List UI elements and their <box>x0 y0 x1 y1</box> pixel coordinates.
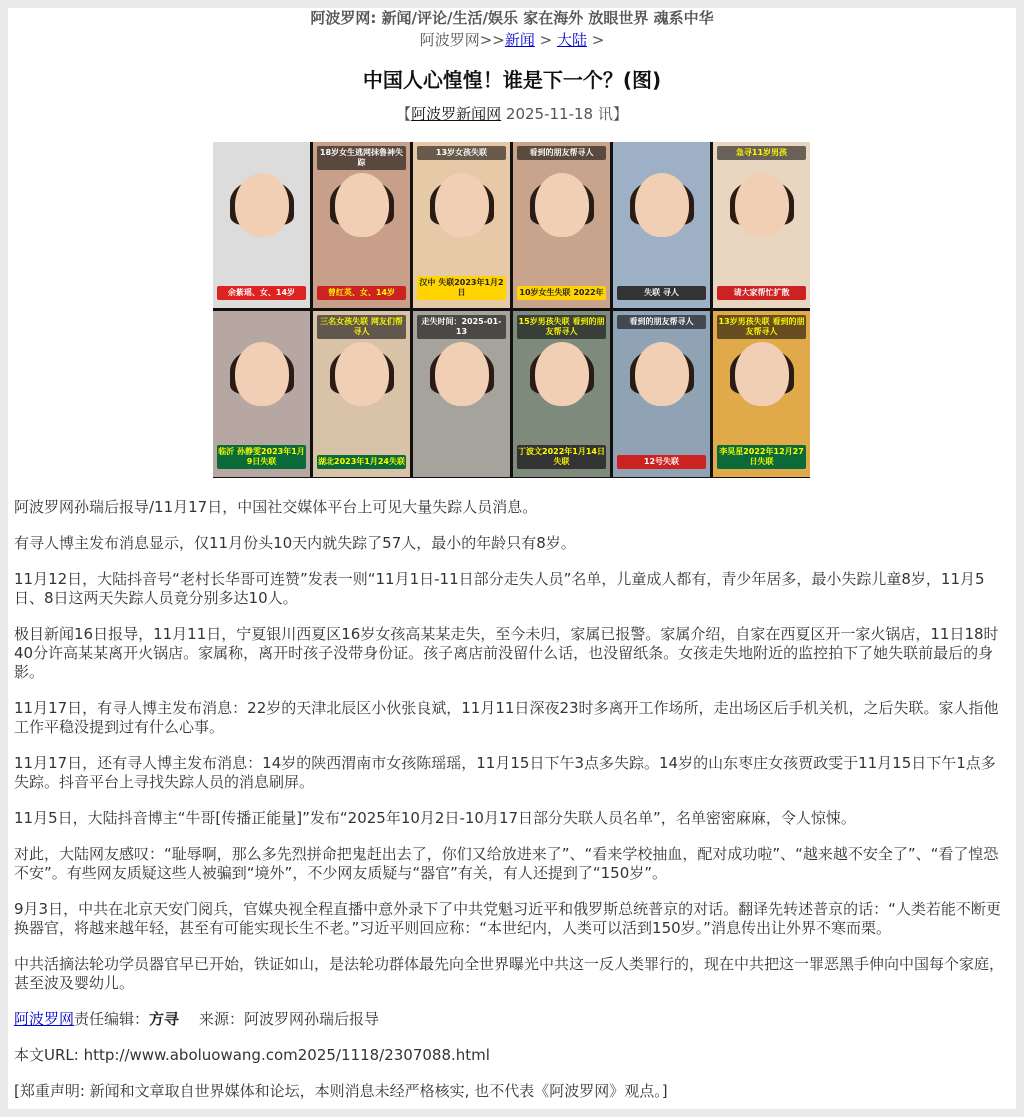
editor-label: 责任编辑： <box>74 1010 150 1028</box>
disclaimer: [郑重声明: 新闻和文章取自世界媒体和论坛，本则消息未经严格核实, 也不代表《阿波罗网》观点。] <box>14 1082 668 1100</box>
breadcrumb-sep: > <box>534 31 557 49</box>
photo-caption-top: 13岁女孩失联 <box>417 146 506 160</box>
missing-persons-photo-collage <box>213 142 810 478</box>
page <box>8 8 1016 1109</box>
article-body <box>14 498 1010 1109</box>
source-date: 2025-11-18 讯】 <box>501 105 628 123</box>
article-paragraph: 有寻人博主发布消息显示，仅11月份头10天内就失踪了57人，最小的年龄只有8岁。 <box>14 534 576 552</box>
photo-tile <box>613 142 710 308</box>
photo-caption-bottom: 12号失联 <box>617 455 706 469</box>
photo-tile <box>513 142 610 308</box>
portrait-face <box>235 173 289 237</box>
photo-caption-bottom: 丁波文2022年1月14日失联 <box>517 445 606 469</box>
photo-caption-bottom: 曾红英、女、14岁 <box>317 286 406 300</box>
article-paragraph: 极目新闻16日报导，11月11日，宁夏银川西夏区16岁女孩高某某走失，至今未归，家属已报警。家属介绍，自家在西夏区开一家火锅店，11日18时40分许高某某离开火锅店。家属称，离开时孩子没带身份证。孩子离店前没留什么话，也没留纸条。女孩走失地附近的监控拍下了她失联前最后的身影。 <box>14 625 999 681</box>
photo-caption-top: 三名女孩失联 网友们帮寻人 <box>317 315 406 339</box>
editor-site-link[interactable]: 阿波罗网 <box>14 1010 75 1028</box>
portrait-face <box>435 173 489 237</box>
article-url: 本文URL: http://www.aboluowang.com2025/1118/2307088.html <box>14 1046 490 1064</box>
portrait-face <box>735 342 789 406</box>
article-paragraph: 阿波罗网孙瑞后报导/11月17日，中国社交媒体平台上可见大量失踪人员消息。 <box>14 498 538 516</box>
breadcrumb-mainland-link[interactable]: 大陆 <box>556 31 587 49</box>
article-paragraph: 中共活摘法轮功学员器官早已开始，铁证如山，是法轮功群体最先向全世界曝光中共这一反人类罪行的，现在中共把这一罪恶黑手伸向中国每个家庭，甚至波及婴幼儿。 <box>14 955 1005 992</box>
article-paragraph: 9月3日，中共在北京天安门阅兵，官媒央视全程直播中意外录下了中共党魁习近平和俄罗斯总统普京的对话。翻译先转述普京的话：“人类若能不断更换器官，将越来越年轻，甚至有可能实现长生不老。”习近平则回应称：“本世纪内，人类可以活到150岁。”消息传出让外界不寒而栗。 <box>14 900 1001 937</box>
editor-line <box>14 1010 1010 1029</box>
photo-tile <box>413 142 510 308</box>
photo-caption-top: 13岁男孩失联 看到的朋友帮寻人 <box>717 315 806 339</box>
photo-caption-top: 看到的朋友帮寻人 <box>517 146 606 160</box>
article-source <box>8 104 1016 124</box>
portrait-face <box>335 342 389 406</box>
photo-caption-bottom: 失联 寻人 <box>617 286 706 300</box>
photo-caption-top: 走失时间：2025-01-13 <box>417 315 506 339</box>
photo-tile <box>713 142 810 308</box>
portrait-face <box>635 173 689 237</box>
photo-tile <box>313 142 410 308</box>
photo-caption-top: 15岁男孩失联 看到的朋友帮寻人 <box>517 315 606 339</box>
editor-name: 方寻 <box>149 1010 180 1028</box>
photo-caption-bottom: 余紫瑶、女、14岁 <box>217 286 306 300</box>
photo-caption-bottom: 10岁女生失联 2022年 <box>517 286 606 300</box>
article-paragraph: 11月5日，大陆抖音博主“牛哥[传播正能量]”发布“2025年10月2日-10月17日部分失联人员名单”，名单密密麻麻，令人惊悚。 <box>14 809 856 827</box>
photo-tile <box>413 311 510 477</box>
portrait-face <box>235 342 289 406</box>
portrait-face <box>335 173 389 237</box>
portrait-face <box>535 342 589 406</box>
article-title: 中国人心惶惶！谁是下一个？(图) <box>362 68 662 92</box>
photo-tile <box>713 311 810 477</box>
photo-caption-top: 看到的朋友帮寻人 <box>617 315 706 329</box>
breadcrumb <box>8 30 1016 50</box>
photo-caption-bottom: 李昊星2022年12月27日失联 <box>717 445 806 469</box>
photo-tile <box>213 311 310 477</box>
photo-caption-top: 18岁女生逃网抹鲁神失踪 <box>317 146 406 170</box>
photo-caption-bottom: 湖北2023年1月24失联 <box>317 455 406 469</box>
portrait-face <box>635 342 689 406</box>
portrait-face <box>735 173 789 237</box>
article-paragraph: 对此，大陆网友感叹：“耻辱啊，那么多先烈拼命把鬼赶出去了，你们又给放进来了”、“看来学校抽血，配对成功啦”、“越来越不安全了”、“看了惶恐不安”。有些网友质疑这些人被骗到“境外”，不少网友质疑与“器官”有关，有人还提到了“150岁”。 <box>14 845 999 882</box>
source-open: 【 <box>396 105 412 123</box>
breadcrumb-news-link[interactable]: 新闻 <box>504 31 535 49</box>
site-header: 阿波罗网: 新闻/评论/生活/娱乐 家在海外 放眼世界 魂系中华 <box>310 9 714 27</box>
breadcrumb-sep: > <box>586 31 605 49</box>
article-paragraph: 11月17日，有寻人博主发布消息：22岁的天津北辰区小伙张良斌，11月11日深夜23时多离开工作场所，走出场区后手机关机，之后失联。家人指他工作平稳没提到过有什么心事。 <box>14 699 999 736</box>
article-paragraph: 11月12日，大陆抖音号“老村长华哥可连赞”发表一则“11月1日-11日部分走失人员”名单，儿童成人都有，青少年居多，最小失踪儿童8岁，11月5日、8日这两天失踪人员竟分别多达10人。 <box>14 570 985 607</box>
photo-tile <box>213 142 310 308</box>
portrait-face <box>435 342 489 406</box>
photo-caption-bottom: 临沂 孙静雯2023年1月9日失联 <box>217 445 306 469</box>
portrait-face <box>535 173 589 237</box>
article-origin: 来源：阿波罗网孙瑞后报导 <box>199 1010 380 1028</box>
source-link[interactable]: 阿波罗新闻网 <box>411 105 502 123</box>
photo-caption-top: 急寻11岁男孩 <box>717 146 806 160</box>
photo-tile <box>513 311 610 477</box>
photo-caption-bottom: 汉中 失联2023年1月2日 <box>417 276 506 300</box>
photo-tile <box>613 311 710 477</box>
article-paragraph: 11月17日，还有寻人博主发布消息：14岁的陕西渭南市女孩陈瑶瑶，11月15日下午3点多失踪。14岁的山东枣庄女孩贾政雯于11月15日下午1点多失踪。抖音平台上寻找失踪人员的消息刷屏。 <box>14 754 996 791</box>
breadcrumb-root: 阿波罗网>> <box>419 31 505 49</box>
photo-caption-bottom: 请大家帮忙扩散 <box>717 286 806 300</box>
photo-tile <box>313 311 410 477</box>
